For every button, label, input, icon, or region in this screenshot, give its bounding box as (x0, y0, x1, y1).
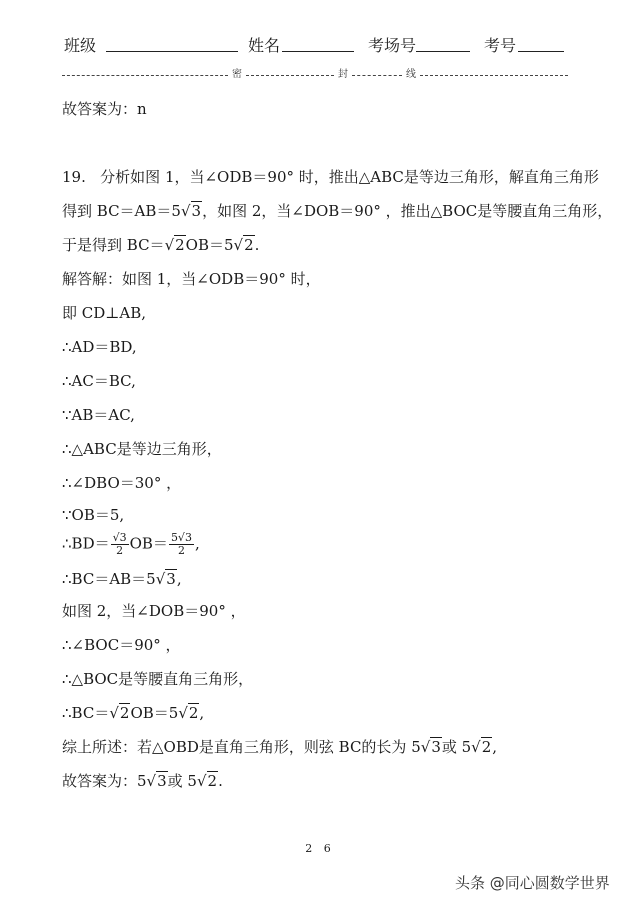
analysis-line-1 (62, 166, 599, 188)
class-label: 班级 (64, 36, 97, 55)
analysis-text-3a: 于是得到 BC＝ (62, 236, 165, 254)
analysis-line-3 (62, 234, 259, 256)
seal-char-mi: 密 (232, 69, 242, 80)
analysis-text-1: 分析如图 1，当∠ODB＝90° 时，推出△ABC是等边三角形，解直角三角形 (100, 168, 599, 186)
analysis-text-2b: ，如图 2，当∠DOB＝90° ，推出△BOC是等腰直角三角形， (202, 202, 613, 220)
solution-text-14c: , (199, 704, 205, 722)
solution-line-11: 如图 2，当∠DOB＝90° ， (62, 602, 246, 620)
fraction-sqrt3-over-2: $\frac{√3}{2}$ (112, 531, 127, 557)
sqrt-2: √2 (109, 704, 130, 722)
sqrt-3: √3 (420, 738, 441, 756)
solution-line-1: 解答解：如图 1，当∠ODB＝90° 时， (62, 270, 321, 288)
analysis-text-2a: 得到 BC＝AB＝5 (62, 202, 181, 220)
solution-text-14a: ∴BC＝ (62, 704, 110, 722)
final-answer-line (62, 770, 223, 792)
seal-line (62, 68, 568, 82)
summary-text-c: , (492, 738, 498, 756)
sqrt-3: √3 (180, 202, 202, 220)
solution-line-14 (62, 702, 204, 724)
sqrt-2: √2 (471, 738, 492, 756)
number-label: 考号 (484, 36, 517, 55)
fraction-5sqrt3-over-2: $\frac{5√3}{2}$ (170, 531, 192, 557)
solution-text-10a: ∴BC＝AB＝5 (62, 570, 156, 588)
solution-line-7: ∴∠DBO＝30° ， (62, 474, 182, 492)
summary-text-a: 综上所述：若△OBD是直角三角形，则弦 BC的长为 5 (62, 738, 421, 756)
sqrt-3: √3 (146, 772, 167, 790)
seal-dash (62, 75, 228, 76)
solution-line-2: 即 CD⊥AB, (62, 304, 147, 322)
seal-char-xian: 线 (406, 69, 416, 80)
solution-line-5: ∵AB＝AC, (62, 406, 135, 424)
sqrt-2: √2 (178, 704, 199, 722)
solution-line-8: ∵OB＝5, (62, 506, 125, 524)
seal-dash (352, 75, 402, 76)
class-blank[interactable] (106, 51, 238, 52)
solution-line-10 (62, 568, 182, 590)
solution-text-9c: , (194, 534, 200, 553)
summary-text-b: 或 5 (441, 738, 472, 756)
name-label: 姓名 (248, 36, 281, 55)
solution-line-3: ∴AD＝BD, (62, 338, 137, 356)
number-blank[interactable] (518, 51, 564, 52)
analysis-text-3b: OB＝5 (185, 236, 234, 254)
solution-line-13: ∴△BOC是等腰直角三角形， (62, 670, 254, 688)
seal-dash (246, 75, 334, 76)
solution-text-14b: OB＝5 (130, 704, 179, 722)
exam-header (64, 33, 584, 55)
room-blank[interactable] (416, 51, 470, 52)
summary-line (62, 736, 497, 758)
sqrt-2: √2 (196, 772, 218, 790)
seal-char-feng: 封 (338, 69, 348, 80)
problem-number: 19. (62, 168, 86, 186)
room-label: 考场号 (368, 36, 417, 55)
analysis-line-2 (62, 200, 612, 222)
final-text-c: . (218, 772, 223, 790)
page-number: 2 6 (305, 842, 335, 855)
seal-dash (420, 75, 568, 76)
watermark: 头条 @同心圆数学世界 (455, 874, 610, 892)
solution-line-9 (62, 532, 200, 557)
solution-line-4: ∴AC＝BC, (62, 372, 136, 390)
solution-text-9a: ∴BD＝ (62, 534, 110, 553)
name-blank[interactable] (282, 51, 354, 52)
solution-line-6: ∴△ABC是等边三角形， (62, 440, 222, 458)
answer-line-prev: 故答案为：n (62, 100, 147, 118)
solution-text-10b: , (176, 570, 182, 588)
solution-text-9b: OB＝ (129, 534, 168, 553)
analysis-text-3c: . (254, 236, 260, 254)
final-text-b: 或 5 (167, 772, 197, 790)
solution-line-12: ∴∠BOC＝90° ， (62, 636, 181, 654)
final-text-a: 故答案为：5 (62, 772, 147, 790)
sqrt-2: √2 (164, 236, 185, 254)
sqrt-2: √2 (233, 236, 254, 254)
sqrt-3: √3 (155, 570, 176, 588)
